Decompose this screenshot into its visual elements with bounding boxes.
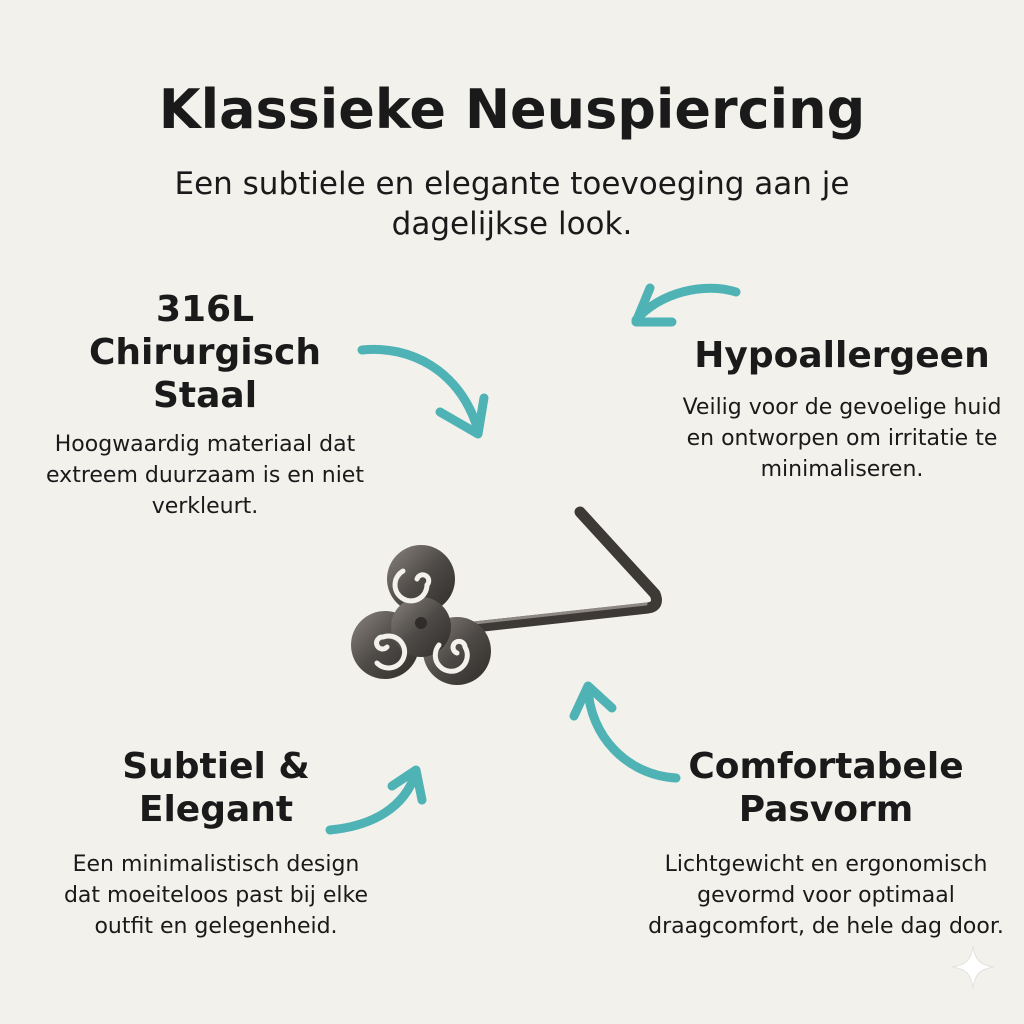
nose-stud-product-icon [351, 512, 656, 685]
feature-title: Comfortabele Pasvorm [688, 746, 964, 830]
feature-surgical-steel [40, 288, 370, 522]
feature-comfortable-fit [646, 745, 1006, 942]
arrow-top-left-icon [362, 349, 484, 434]
feature-title: 316L Chirurgisch Staal [88, 289, 322, 416]
feature-description: Een minimalistisch design dat moeiteloos past bij elke outfit en gelegenheid. [63, 852, 369, 939]
page-subtitle: Een subtiele en elegante toevoeging aan je dagelijkse look. [174, 166, 850, 242]
feature-description: Hoogwaardig materiaal dat extreem duurzaam is en niet verkleurt. [46, 432, 364, 519]
sparkle-icon [950, 944, 996, 990]
feature-hypoallergenic [672, 334, 1012, 485]
feature-description: Veilig voor de gevoelige huid en ontworpen om irritatie te minimaliseren. [682, 395, 1002, 482]
feature-subtle-elegant [56, 745, 376, 942]
arrow-top-right-icon [636, 288, 736, 322]
feature-title: Hypoallergeen [694, 335, 990, 376]
page-title: Klassieke Neuspiercing [158, 78, 866, 141]
feature-description: Lichtgewicht en ergonomisch gevormd voor optimaal draagcomfort, de hele dag door. [648, 852, 1004, 939]
feature-title: Subtiel & Elegant [122, 746, 310, 830]
